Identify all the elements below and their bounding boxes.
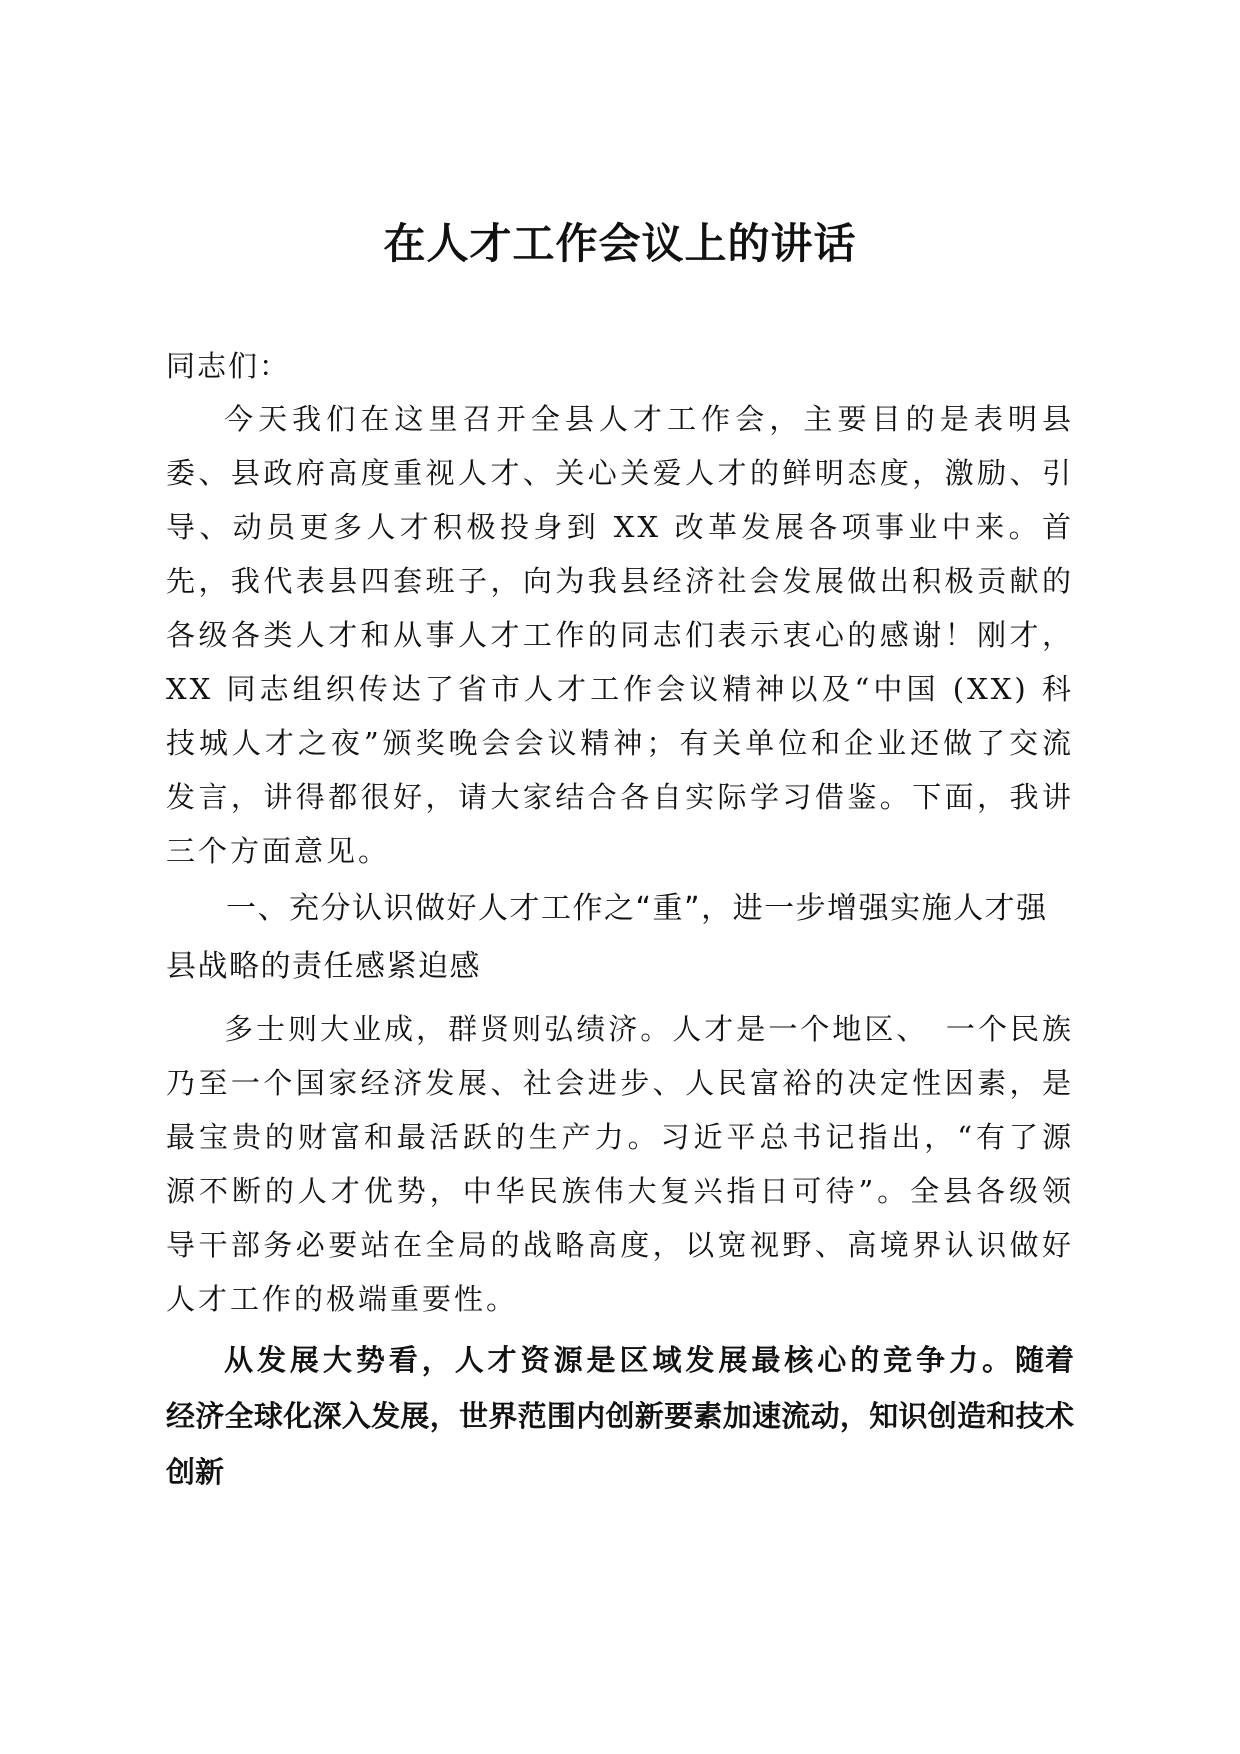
- document-body: [166, 340, 1074, 1500]
- section-paragraph: 多士则大业成，群贤则弘绩济。人才是一个地区、 一个民族乃至一个国家经济发展、社会进步、人民富裕的决定性因素，是最宝贵的财富和最活跃的生产力。习近平总书记指出，“有了源源不断的人才优势，中华民族伟大复兴指日可待”。全县各级领导干部务必要站在全局的战略高度，以宽视野、高境界认识做好人才工作的极端重要性。: [166, 1012, 1074, 1316]
- bold-paragraph: [166, 1332, 1074, 1500]
- document-title: 在人才工作会议上的讲话: [383, 219, 857, 268]
- bold-continuation-text: 随着经济全球化深入发展，世界范围内创新要素加速流动，知识创造和技术创新: [166, 1343, 1074, 1489]
- opening-paragraph: 今天我们在这里召开全县人才工作会，主要目的是表明县委、县政府高度重视人才、关心关爱人才的鲜明态度，激励、引导、动员更多人才积极投身到 XX 改革发展各项事业中来。首先，我代表县四套班子，向为我县经济社会发展做出积极贡献的各级各类人才和从事人才工作的同志们表示衷心的感谢！刚才，XX 同志组织传达了省市人才工作会议精神以及“中国 (XX) 科技城人才之夜”颁奖晚会会议精神；有关单位和企业还做了交流发言，讲得都很好，请大家结合各自实际学习借鉴。下面，我讲三个方面意见。: [166, 402, 1074, 868]
- salutation: 同志们：: [166, 349, 291, 383]
- bold-lead-sentence: 从发展大势看，人才资源是区域发展最核心的竞争力。: [224, 1343, 1016, 1377]
- section-heading: 一、充分认识做好人才工作之“重”，进一步增强实施人才强县战略的责任感紧迫感: [166, 891, 1048, 984]
